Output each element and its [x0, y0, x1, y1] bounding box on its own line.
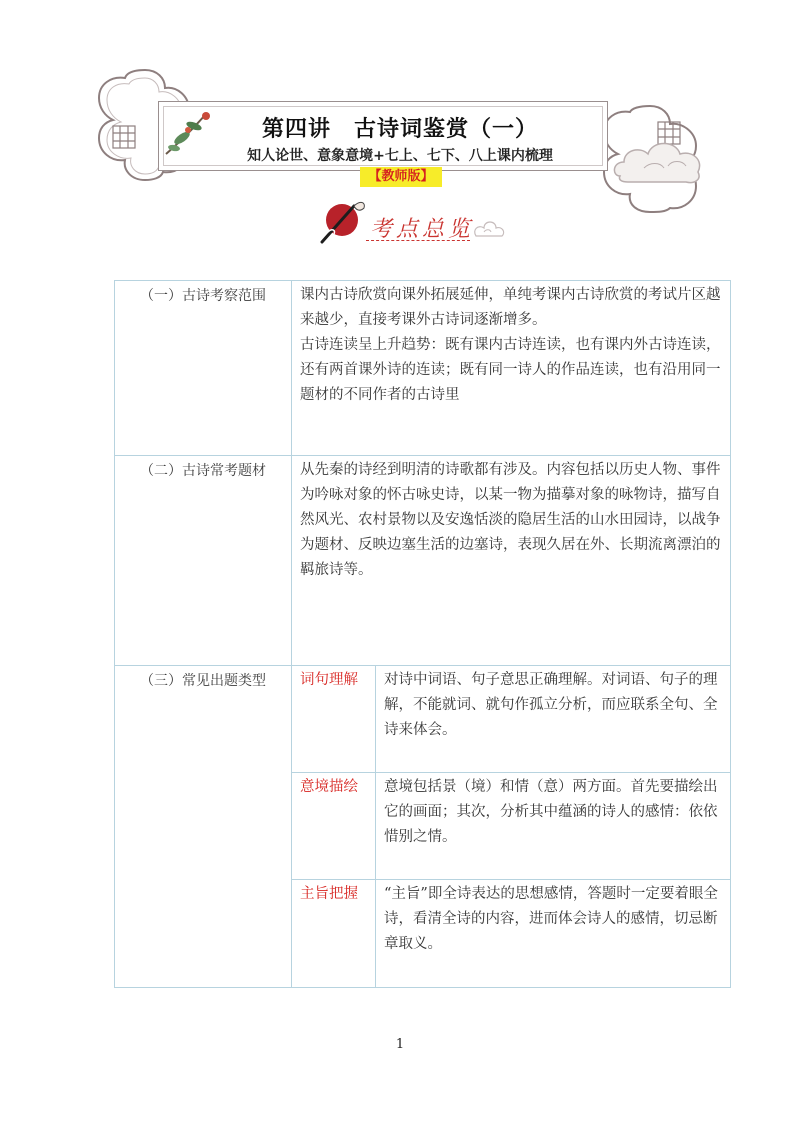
- cloud-swirl-ornament: [472, 218, 506, 242]
- question-type-label: 词句理解: [292, 666, 376, 773]
- brush-pen-icon: [314, 198, 370, 244]
- question-type-description: 意境包括景（境）和情（意）两方面。首先要描绘出它的画面；其次，分析其中蕴涵的诗人的感情：依依惜别之情。: [376, 773, 731, 880]
- page-number: 1: [395, 1037, 405, 1052]
- category-cell: （一）古诗考察范围: [115, 281, 292, 456]
- lecture-subtitle: 知人论世、意象意境+七上、七下、八上课内梳理: [247, 148, 553, 164]
- category-cell: （二）古诗常考题材: [115, 456, 292, 666]
- table-row: [115, 281, 731, 456]
- content-cell: [292, 281, 731, 456]
- overview-dashed-underline: [366, 240, 470, 241]
- lecture-title: 第四讲 古诗词鉴赏（一）: [261, 116, 538, 142]
- paragraph: 从先秦的诗经到明清的诗歌都有涉及。内容包括以历史人物、事件为吟咏对象的怀古咏史诗，以某一物为描摹对象的咏物诗，描写自然风光、农村景物以及安逸恬淡的隐居生活的山水田园诗，以战争为题材、反映边塞生活的边塞诗，表现久居在外、长期流离漂泊的羁旅诗等。: [300, 462, 721, 578]
- category-cell: （三）常见出题类型: [115, 666, 292, 988]
- question-type-description: 对诗中词语、句子意思正确理解。对词语、句子的理解，不能就词、就句作孤立分析，而应联系全句、全诗来体会。: [376, 666, 731, 773]
- content-cell: [292, 456, 731, 666]
- table-row: [115, 456, 731, 666]
- paragraph: 古诗连读呈上升趋势：既有课内古诗连读，也有课内外古诗连读，还有两首课外诗的连读；既有同一诗人的作品连读，也有沿用同一题材的不同作者的古诗里: [300, 337, 721, 403]
- question-type-label: 主旨把握: [292, 880, 376, 988]
- key-points-overview-heading: 考点总览: [370, 217, 475, 242]
- paragraph: 课内古诗欣赏向课外拓展延伸，单纯考课内古诗欣赏的考试片区越来越少，直接考课外古诗词逐渐增多。: [300, 287, 721, 328]
- question-type-label: 意境描绘: [292, 773, 376, 880]
- question-type-description: “主旨”即全诗表达的思想感情，答题时一定要着眼全诗，看清全诗的内容，进而体会诗人的感情，切忌断章取义。: [376, 880, 731, 988]
- teacher-edition-badge: 【教师版】: [360, 167, 442, 187]
- table-row: [115, 666, 731, 773]
- exam-points-table: [114, 280, 731, 988]
